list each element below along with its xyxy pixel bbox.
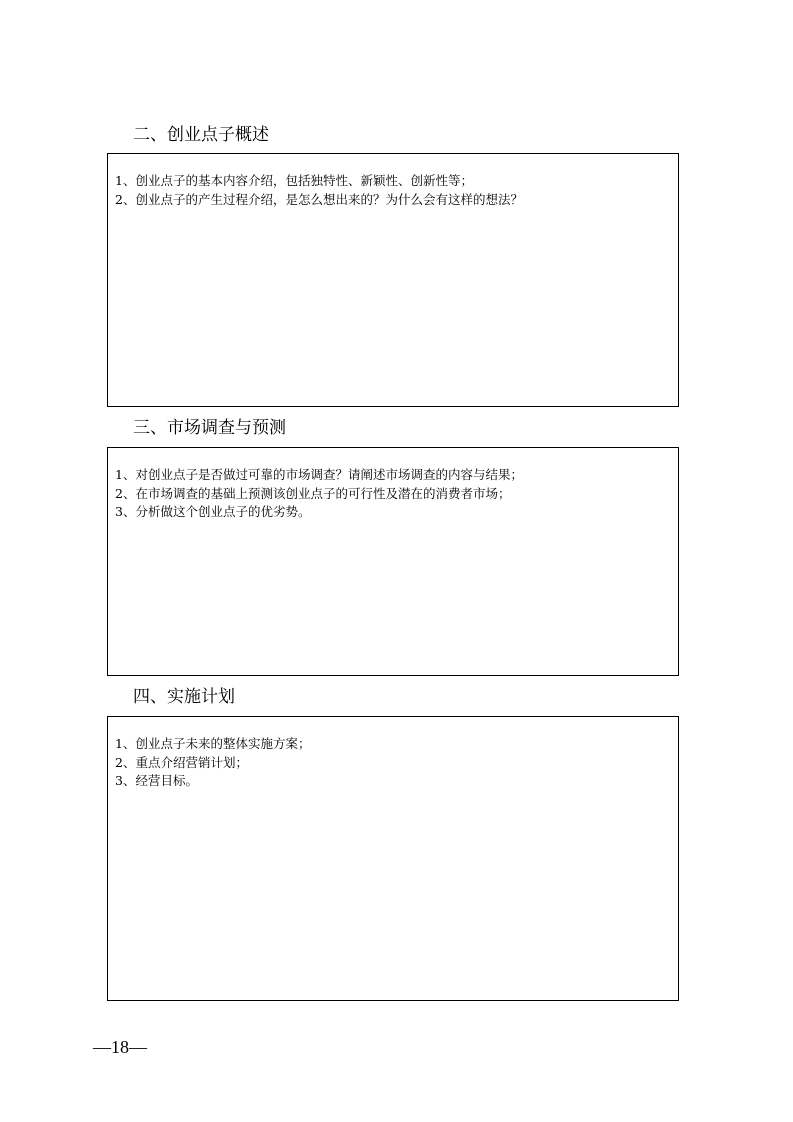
list-item: 2、创业点子的产生过程介绍，是怎么想出来的？为什么会有这样的想法？ <box>115 191 523 207</box>
section-title-market-research: 三、市场调查与预测 <box>133 418 286 438</box>
implementation-plan-list <box>115 735 310 791</box>
implementation-plan-box <box>107 716 679 1001</box>
list-item: 1、对创业点子是否做过可靠的市场调查？请阐述市场调查的内容与结果； <box>115 467 523 482</box>
section-title-idea-overview: 二、创业点子概述 <box>133 125 269 145</box>
list-item: 3、经营目标。 <box>115 773 198 788</box>
idea-overview-box <box>107 153 679 407</box>
market-research-box <box>107 447 679 676</box>
list-item: 1、创业点子未来的整体实施方案； <box>115 736 311 751</box>
market-research-list <box>115 466 523 522</box>
section-title-implementation-plan: 四、实施计划 <box>133 687 235 707</box>
list-item: 3、分析做这个创业点子的优劣势。 <box>115 504 311 519</box>
list-item: 2、重点介绍营销计划； <box>115 754 248 770</box>
idea-overview-list <box>115 172 523 209</box>
page-number: —18— <box>93 1037 147 1057</box>
list-item: 2、在市场调查的基础上预测该创业点子的可行性及潜在的消费者市场； <box>115 485 511 501</box>
list-item: 1、创业点子的基本内容介绍，包括独特性、新颖性、创新性等； <box>115 173 473 188</box>
